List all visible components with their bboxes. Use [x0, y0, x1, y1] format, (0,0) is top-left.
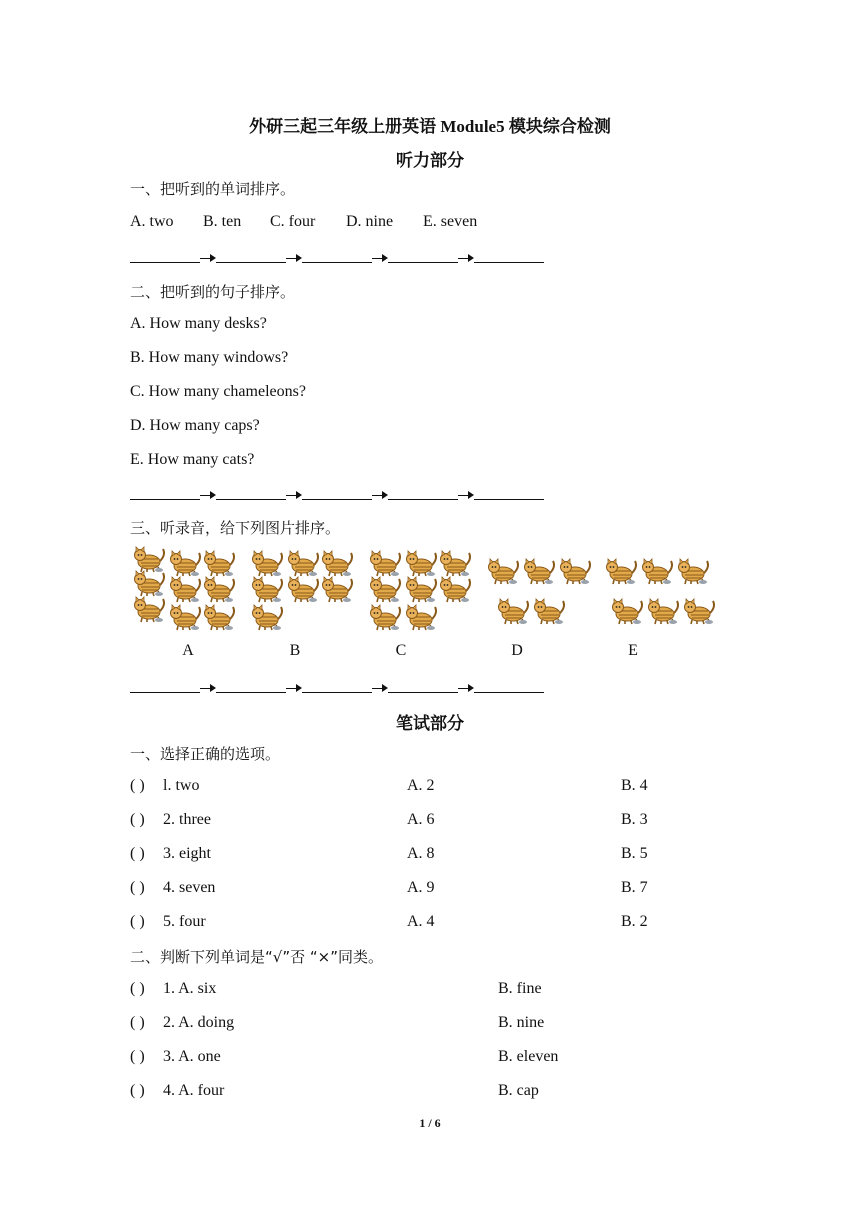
answer-blank[interactable]	[216, 250, 286, 263]
answer-paren[interactable]: ( )	[130, 1048, 145, 1065]
answer-blank[interactable]	[216, 487, 286, 500]
sentence-option: C. How many chameleons?	[130, 383, 306, 400]
arrow-icon	[286, 681, 302, 693]
question-item: 5. four	[163, 913, 206, 930]
listening-q3-prompt: 三、听录音，给下列图片排序。	[130, 519, 341, 537]
answer-blank[interactable]	[302, 487, 372, 500]
picture-label: C	[395, 642, 407, 659]
arrow-icon	[286, 251, 302, 263]
question-item: 2. A. doing	[163, 1014, 235, 1031]
listening-q1-prompt: 一、把听到的单词排序。	[130, 180, 296, 198]
answer-blank[interactable]	[474, 487, 544, 500]
option-a: A. 8	[407, 845, 435, 862]
option-b: B. 3	[621, 811, 648, 828]
arrow-icon	[372, 251, 388, 263]
word-option: E. seven	[423, 213, 478, 230]
answer-paren[interactable]: ( )	[130, 811, 145, 828]
answer-paren[interactable]: ( )	[130, 1082, 145, 1099]
arrow-icon	[372, 681, 388, 693]
option-b: B. fine	[498, 980, 542, 997]
answer-blank[interactable]	[216, 680, 286, 693]
question-item: 3. eight	[163, 845, 211, 862]
word-option: D. nine	[346, 213, 394, 230]
order-chain-3	[130, 680, 544, 693]
answer-blank[interactable]	[474, 250, 544, 263]
page-number: 1 / 6	[419, 1116, 441, 1130]
sentence-option: E. How many cats?	[130, 451, 255, 468]
picture-label: B	[289, 642, 301, 659]
arrow-icon	[458, 488, 474, 500]
question-item: 3. A. one	[163, 1048, 221, 1065]
listening-q2-prompt: 二、把听到的句子排序。	[130, 283, 296, 301]
page-title: 外研三起三年级上册英语 Module5 模块综合检测	[249, 117, 611, 136]
cat-icon	[248, 545, 360, 635]
picture-label: A	[182, 642, 194, 659]
order-chain-2	[130, 487, 544, 500]
option-a: A. 4	[407, 913, 435, 930]
question-item: 2. three	[163, 811, 211, 828]
question-item: l. two	[163, 777, 200, 794]
picture-label: D	[511, 642, 523, 659]
question-item: 1. A. six	[163, 980, 217, 997]
arrow-icon	[372, 488, 388, 500]
cat-icon	[130, 545, 242, 635]
arrow-icon	[200, 251, 216, 263]
word-option: C. four	[270, 213, 316, 230]
answer-blank[interactable]	[302, 250, 372, 263]
arrow-icon	[286, 488, 302, 500]
option-b: B. 4	[621, 777, 648, 794]
option-a: A. 2	[407, 777, 435, 794]
cat-icon	[602, 545, 720, 635]
answer-paren[interactable]: ( )	[130, 879, 145, 896]
word-option: A. two	[130, 213, 174, 230]
arrow-icon	[200, 488, 216, 500]
arrow-icon	[200, 681, 216, 693]
option-b: B. cap	[498, 1082, 539, 1099]
answer-blank[interactable]	[388, 250, 458, 263]
sentence-option: A. How many desks?	[130, 315, 267, 332]
question-item: 4. A. four	[163, 1082, 225, 1099]
arrow-icon	[458, 251, 474, 263]
sentence-option: B. How many windows?	[130, 349, 289, 366]
cat-icon	[366, 545, 478, 635]
answer-blank[interactable]	[130, 487, 200, 500]
answer-paren[interactable]: ( )	[130, 777, 145, 794]
option-b: B. eleven	[498, 1048, 559, 1065]
answer-blank[interactable]	[474, 680, 544, 693]
arrow-icon	[458, 681, 474, 693]
answer-blank[interactable]	[130, 250, 200, 263]
option-b: B. 5	[621, 845, 648, 862]
option-a: A. 6	[407, 811, 435, 828]
answer-blank[interactable]	[388, 487, 458, 500]
option-a: A. 9	[407, 879, 435, 896]
listening-heading: 听力部分	[396, 151, 464, 170]
written-q2-prompt: 二、判断下列单词是“√”否 “×”同类。	[130, 948, 383, 966]
answer-blank[interactable]	[388, 680, 458, 693]
written-q1-prompt: 一、选择正确的选项。	[130, 745, 281, 763]
option-b: B. 2	[621, 913, 648, 930]
word-option: B. ten	[203, 213, 242, 230]
option-b: B. nine	[498, 1014, 545, 1031]
answer-paren[interactable]: ( )	[130, 980, 145, 997]
answer-blank[interactable]	[302, 680, 372, 693]
written-heading: 笔试部分	[396, 714, 464, 733]
answer-paren[interactable]: ( )	[130, 913, 145, 930]
sentence-option: D. How many caps?	[130, 417, 260, 434]
answer-paren[interactable]: ( )	[130, 1014, 145, 1031]
question-item: 4. seven	[163, 879, 216, 896]
cat-icon	[484, 545, 596, 635]
picture-label: E	[628, 642, 638, 659]
order-chain-1	[130, 250, 544, 263]
answer-paren[interactable]: ( )	[130, 845, 145, 862]
cat-pictures	[130, 545, 730, 635]
answer-blank[interactable]	[130, 680, 200, 693]
option-b: B. 7	[621, 879, 648, 896]
